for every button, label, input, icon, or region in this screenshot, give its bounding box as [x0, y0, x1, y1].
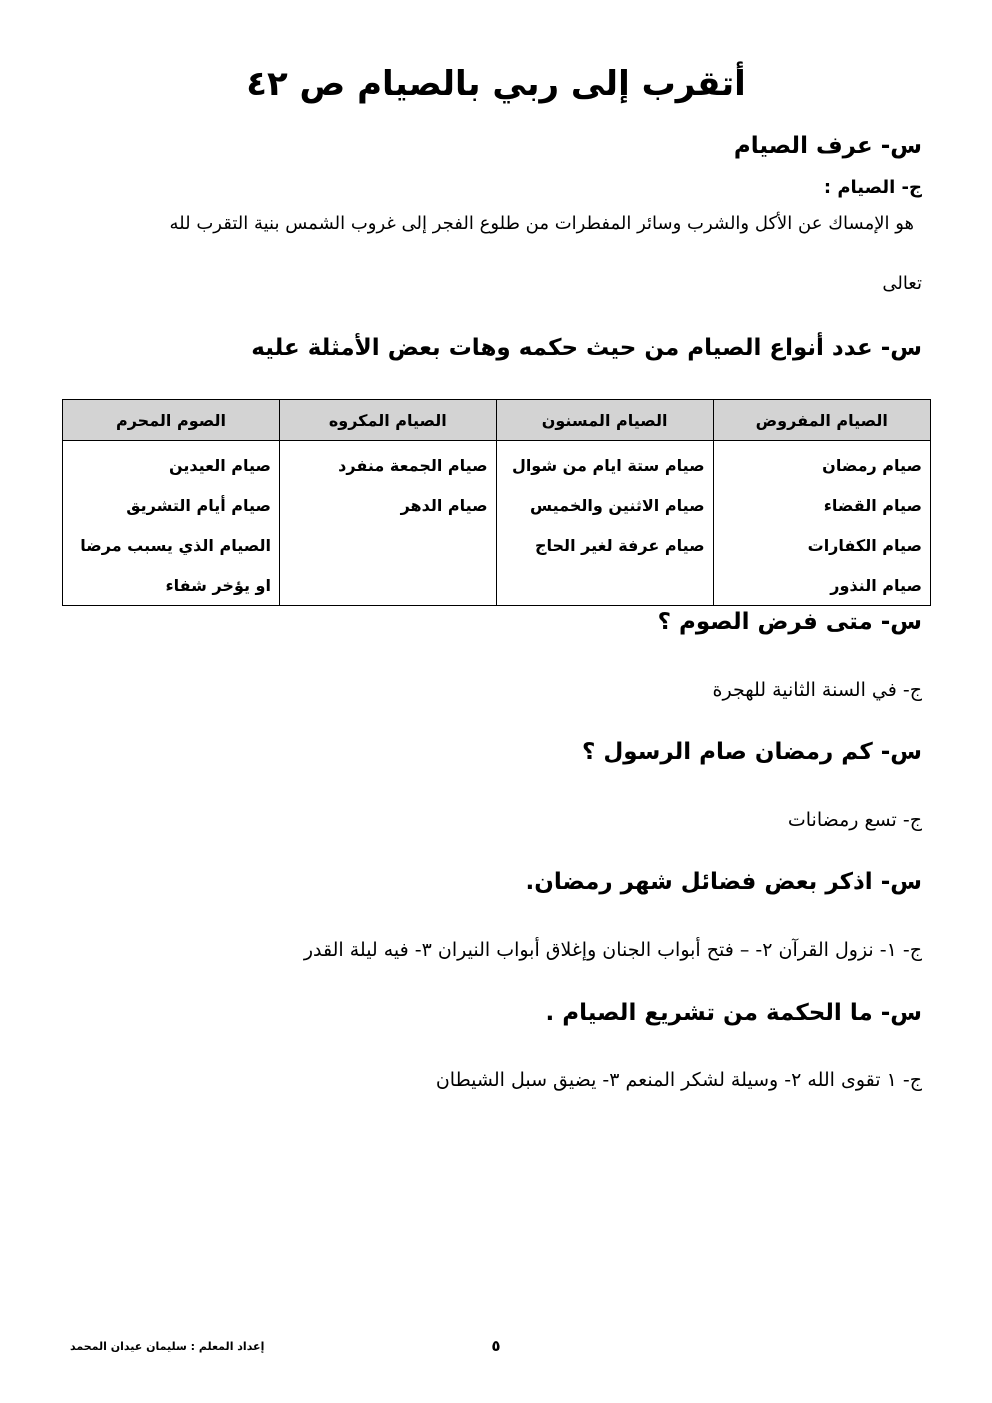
table-cell: صيام النذور	[713, 565, 930, 606]
header-obligatory: الصيام المفروض	[713, 400, 930, 441]
question-define-fasting: س- عرف الصيام	[733, 133, 922, 159]
question-fasting-wisdom: س- ما الحكمة من تشريع الصيام .	[545, 1000, 922, 1026]
table-cell: صيام القضاء	[713, 485, 930, 525]
table-header-row	[63, 400, 931, 441]
table-cell: صيام أيام التشريق	[63, 485, 280, 525]
page-title: أتقرب إلى ربي بالصيام ص ٤٢	[246, 64, 746, 104]
table-cell	[279, 565, 496, 606]
table-row	[63, 441, 931, 486]
header-disliked: الصيام المكروه	[279, 400, 496, 441]
answer-ramadan-virtues: ج- ١- نزول القرآن ٢- – فتح أبواب الجنان وإغلاق أبواب النيران ٣- فيه ليلة القدر	[303, 939, 922, 961]
question-fasting-types: س- عدد أنواع الصيام من حيث حكمه وهات بعض الأمثلة عليه	[251, 335, 922, 361]
table-cell: صيام ستة ايام من شوال	[496, 441, 713, 486]
question-prophet-ramadans: س- كم رمضان صام الرسول ؟	[581, 739, 922, 765]
page-number: ٥	[491, 1337, 501, 1355]
table-cell: صيام الدهر	[279, 485, 496, 525]
answer-definition-line2: تعالى	[882, 273, 922, 294]
answer-fasting-wisdom: ج- ١ تقوى الله ٢- وسيلة لشكر المنعم ٣- يضيق سبل الشيطان	[435, 1069, 922, 1091]
table-row	[63, 485, 931, 525]
answer-definition-line1: هو الإمساك عن الأكل والشرب وسائر المفطرات من طلوع الفجر إلى غروب الشمس بنية التقرب لله	[169, 213, 914, 234]
table-cell: او يؤخر شفاء	[63, 565, 280, 606]
header-sunnah: الصيام المسنون	[496, 400, 713, 441]
answer-label-fasting: ج- الصيام :	[823, 177, 922, 198]
header-forbidden: الصوم المحرم	[63, 400, 280, 441]
fasting-types-table	[62, 399, 931, 606]
answer-prophet-ramadans: ج- تسع رمضانات	[787, 809, 922, 831]
table-row	[63, 525, 931, 565]
table-cell: الصيام الذي يسبب مرضا	[63, 525, 280, 565]
question-ramadan-virtues: س- اذكر بعض فضائل شهر رمضان.	[525, 869, 922, 895]
table-cell: صيام الاثنين والخميس	[496, 485, 713, 525]
answer-when-obligated: ج- في السنة الثانية للهجرة	[712, 679, 922, 701]
table-cell: صيام الجمعة منفرد	[279, 441, 496, 486]
question-when-obligated: س- متى فرض الصوم ؟	[657, 609, 922, 635]
table-cell: صيام رمضان	[713, 441, 930, 486]
table-cell: صيام عرفة لغير الحاج	[496, 525, 713, 565]
table-cell	[279, 525, 496, 565]
table-row	[63, 565, 931, 606]
table-cell	[496, 565, 713, 606]
footer-author: إعداد المعلم : سليمان عيدان المحمد	[70, 1340, 265, 1353]
table-cell: صيام الكفارات	[713, 525, 930, 565]
table-cell: صيام العيدين	[63, 441, 280, 486]
